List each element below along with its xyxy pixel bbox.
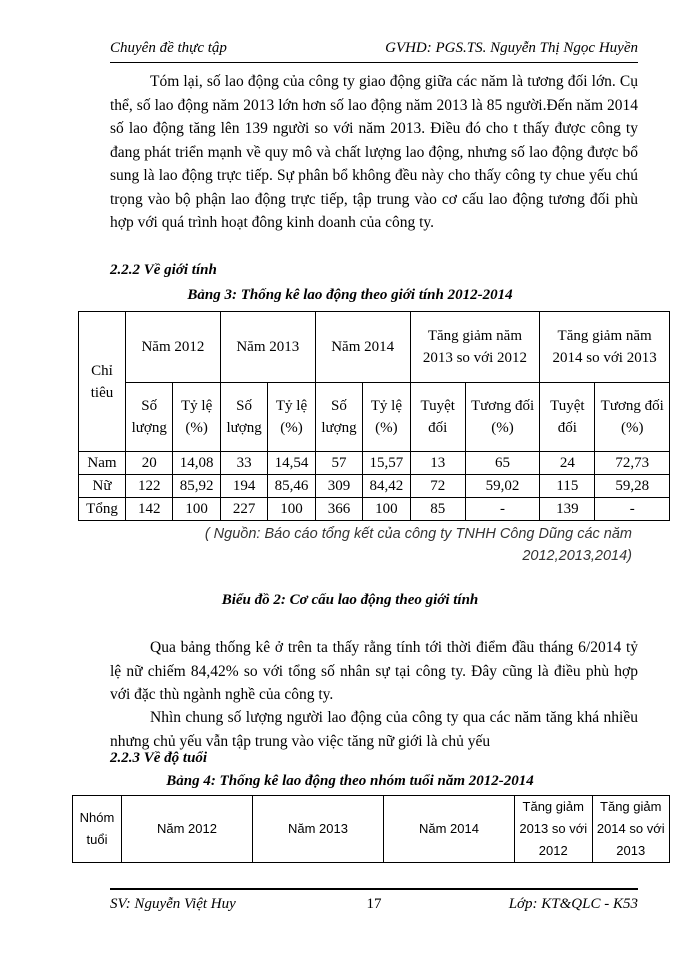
table3-caption: Bảng 3: Thống kê lao động theo giới tính 2012-2014 [187,287,513,303]
analysis-paragraph [110,636,638,707]
cell: 366 [315,498,362,521]
subheader-cell: Tuyệt đối [540,383,595,452]
cell: 57 [315,452,362,475]
table-header-row [79,312,670,383]
table-subheader-row [79,383,670,452]
intro-text: Tóm lại, số lao động của công ty giao động giữa các năm là tương đối lớn. Cụ thể, số lao động năm 2013 lớn hơn số lao động năm 2013 là 85 người.Đến năm 2014 số lao động tăng lên 139 người so với năm 2013. Điều đó cho t thấy được công ty đang phát triển mạnh về quy mô và chất lượng lao động, nhưng số lao động được bổ sung là lao động trực tiếp. Sự phân bổ không đều này cho thấy công ty chue yếu chú trọng vào bộ phận lao động trực tiếp, tập trung vào cơ cấu lao động tương đối phù hợp với quá trình hoạt đông kinh doanh của công ty. [110,73,638,231]
summary-text: Nhìn chung số lượng người lao động của công ty qua các năm tăng khá nhiều nhưng chủ yếu vẫn tập trung vào việc tăng nữ giới là chủ yếu [110,709,638,750]
table-row [79,452,670,475]
source-line-1: ( Nguồn: Báo cáo tổng kết của công ty TNHH Công Dũng các năm [204,526,632,542]
header-cell: Năm 2014 [315,312,410,383]
table-row [79,475,670,498]
cell: 100 [173,498,220,521]
section-heading-age: 2.2.3 Về độ tuổi [110,750,208,766]
subheader-cell: Tương đối (%) [595,383,670,452]
page-number: 17 [366,896,382,912]
subheader-cell: Tỷ lệ (%) [363,383,410,452]
cell: 13 [410,452,465,475]
cell: 14,54 [268,452,315,475]
summary-paragraph [110,706,638,753]
analysis-text: Qua bảng thống kê ở trên ta thấy rằng tính tới thời điểm đầu tháng 6/2014 tỷ lệ nữ chiếm 84,42% so với tổng số nhân sự tại công ty. Đây cũng là điều phù hợp với đặc thù ngành nghề của công ty. [110,639,638,703]
subheader-cell: Tỷ lệ (%) [173,383,220,452]
subheader-cell: Tuyệt đối [410,383,465,452]
table4-caption: Bảng 4: Thống kê lao động theo nhóm tuổi năm 2012-2014 [166,773,534,789]
subheader-cell: Số lượng [126,383,173,452]
footer-student: SV: Nguyễn Việt Huy [110,896,236,912]
cell: 24 [540,452,595,475]
header-cell: Tăng giảm năm 2013 so với 2012 [410,312,540,383]
header-course-title: Chuyên đề thực tập [110,40,227,56]
cell: 100 [363,498,410,521]
cell: 309 [315,475,362,498]
header-cell: Nhóm tuổi [73,796,122,863]
cell: 139 [540,498,595,521]
gender-table [78,311,670,521]
header-cell: Năm 2014 [384,796,515,863]
cell: 85,92 [173,475,220,498]
cell: 194 [220,475,267,498]
subheader-cell: Số lượng [220,383,267,452]
cell: 20 [126,452,173,475]
header-cell: Tăng giảm năm 2014 so với 2013 [540,312,670,383]
row-label: Nữ [79,475,126,498]
page-header [110,40,638,63]
intro-paragraph [110,70,638,235]
subheader-cell: Tương đối (%) [465,383,539,452]
header-cell: Năm 2013 [253,796,384,863]
cell: 142 [126,498,173,521]
cell: 84,42 [363,475,410,498]
section-heading-gender: 2.2.2 Về giới tính [110,262,217,278]
cell: 227 [220,498,267,521]
cell: 59,02 [465,475,539,498]
row-label: Nam [79,452,126,475]
table-row [79,498,670,521]
cell: 122 [126,475,173,498]
source-note [180,523,632,567]
source-line-2: 2012,2013,2014) [522,548,632,564]
cell: 115 [540,475,595,498]
header-cell: Năm 2012 [126,312,221,383]
table-header-row [73,796,670,863]
cell: 59,28 [595,475,670,498]
cell: 85 [410,498,465,521]
header-cell: Tăng giảm 2014 so với 2013 [592,796,670,863]
chart2-caption: Biểu đồ 2: Cơ cấu lao động theo giới tính [221,592,479,608]
header-cell: Năm 2012 [122,796,253,863]
cell: 33 [220,452,267,475]
header-cell: Năm 2013 [220,312,315,383]
header-supervisor: GVHD: PGS.TS. Nguyễn Thị Ngọc Huyền [385,40,638,56]
cell: 72,73 [595,452,670,475]
cell: 15,57 [363,452,410,475]
cell: 65 [465,452,539,475]
subheader-cell: Số lượng [315,383,362,452]
cell: 85,46 [268,475,315,498]
cell: 14,08 [173,452,220,475]
cell: 72 [410,475,465,498]
cell: - [465,498,539,521]
age-table [72,795,670,863]
row-label: Tổng [79,498,126,521]
header-cell: Chỉ tiêu [79,312,126,452]
subheader-cell: Tỷ lệ (%) [268,383,315,452]
page-footer [110,888,638,914]
cell: 100 [268,498,315,521]
header-cell: Tăng giảm 2013 so với 2012 [515,796,593,863]
footer-class: Lớp: KT&QLC - K53 [508,896,638,912]
cell: - [595,498,670,521]
